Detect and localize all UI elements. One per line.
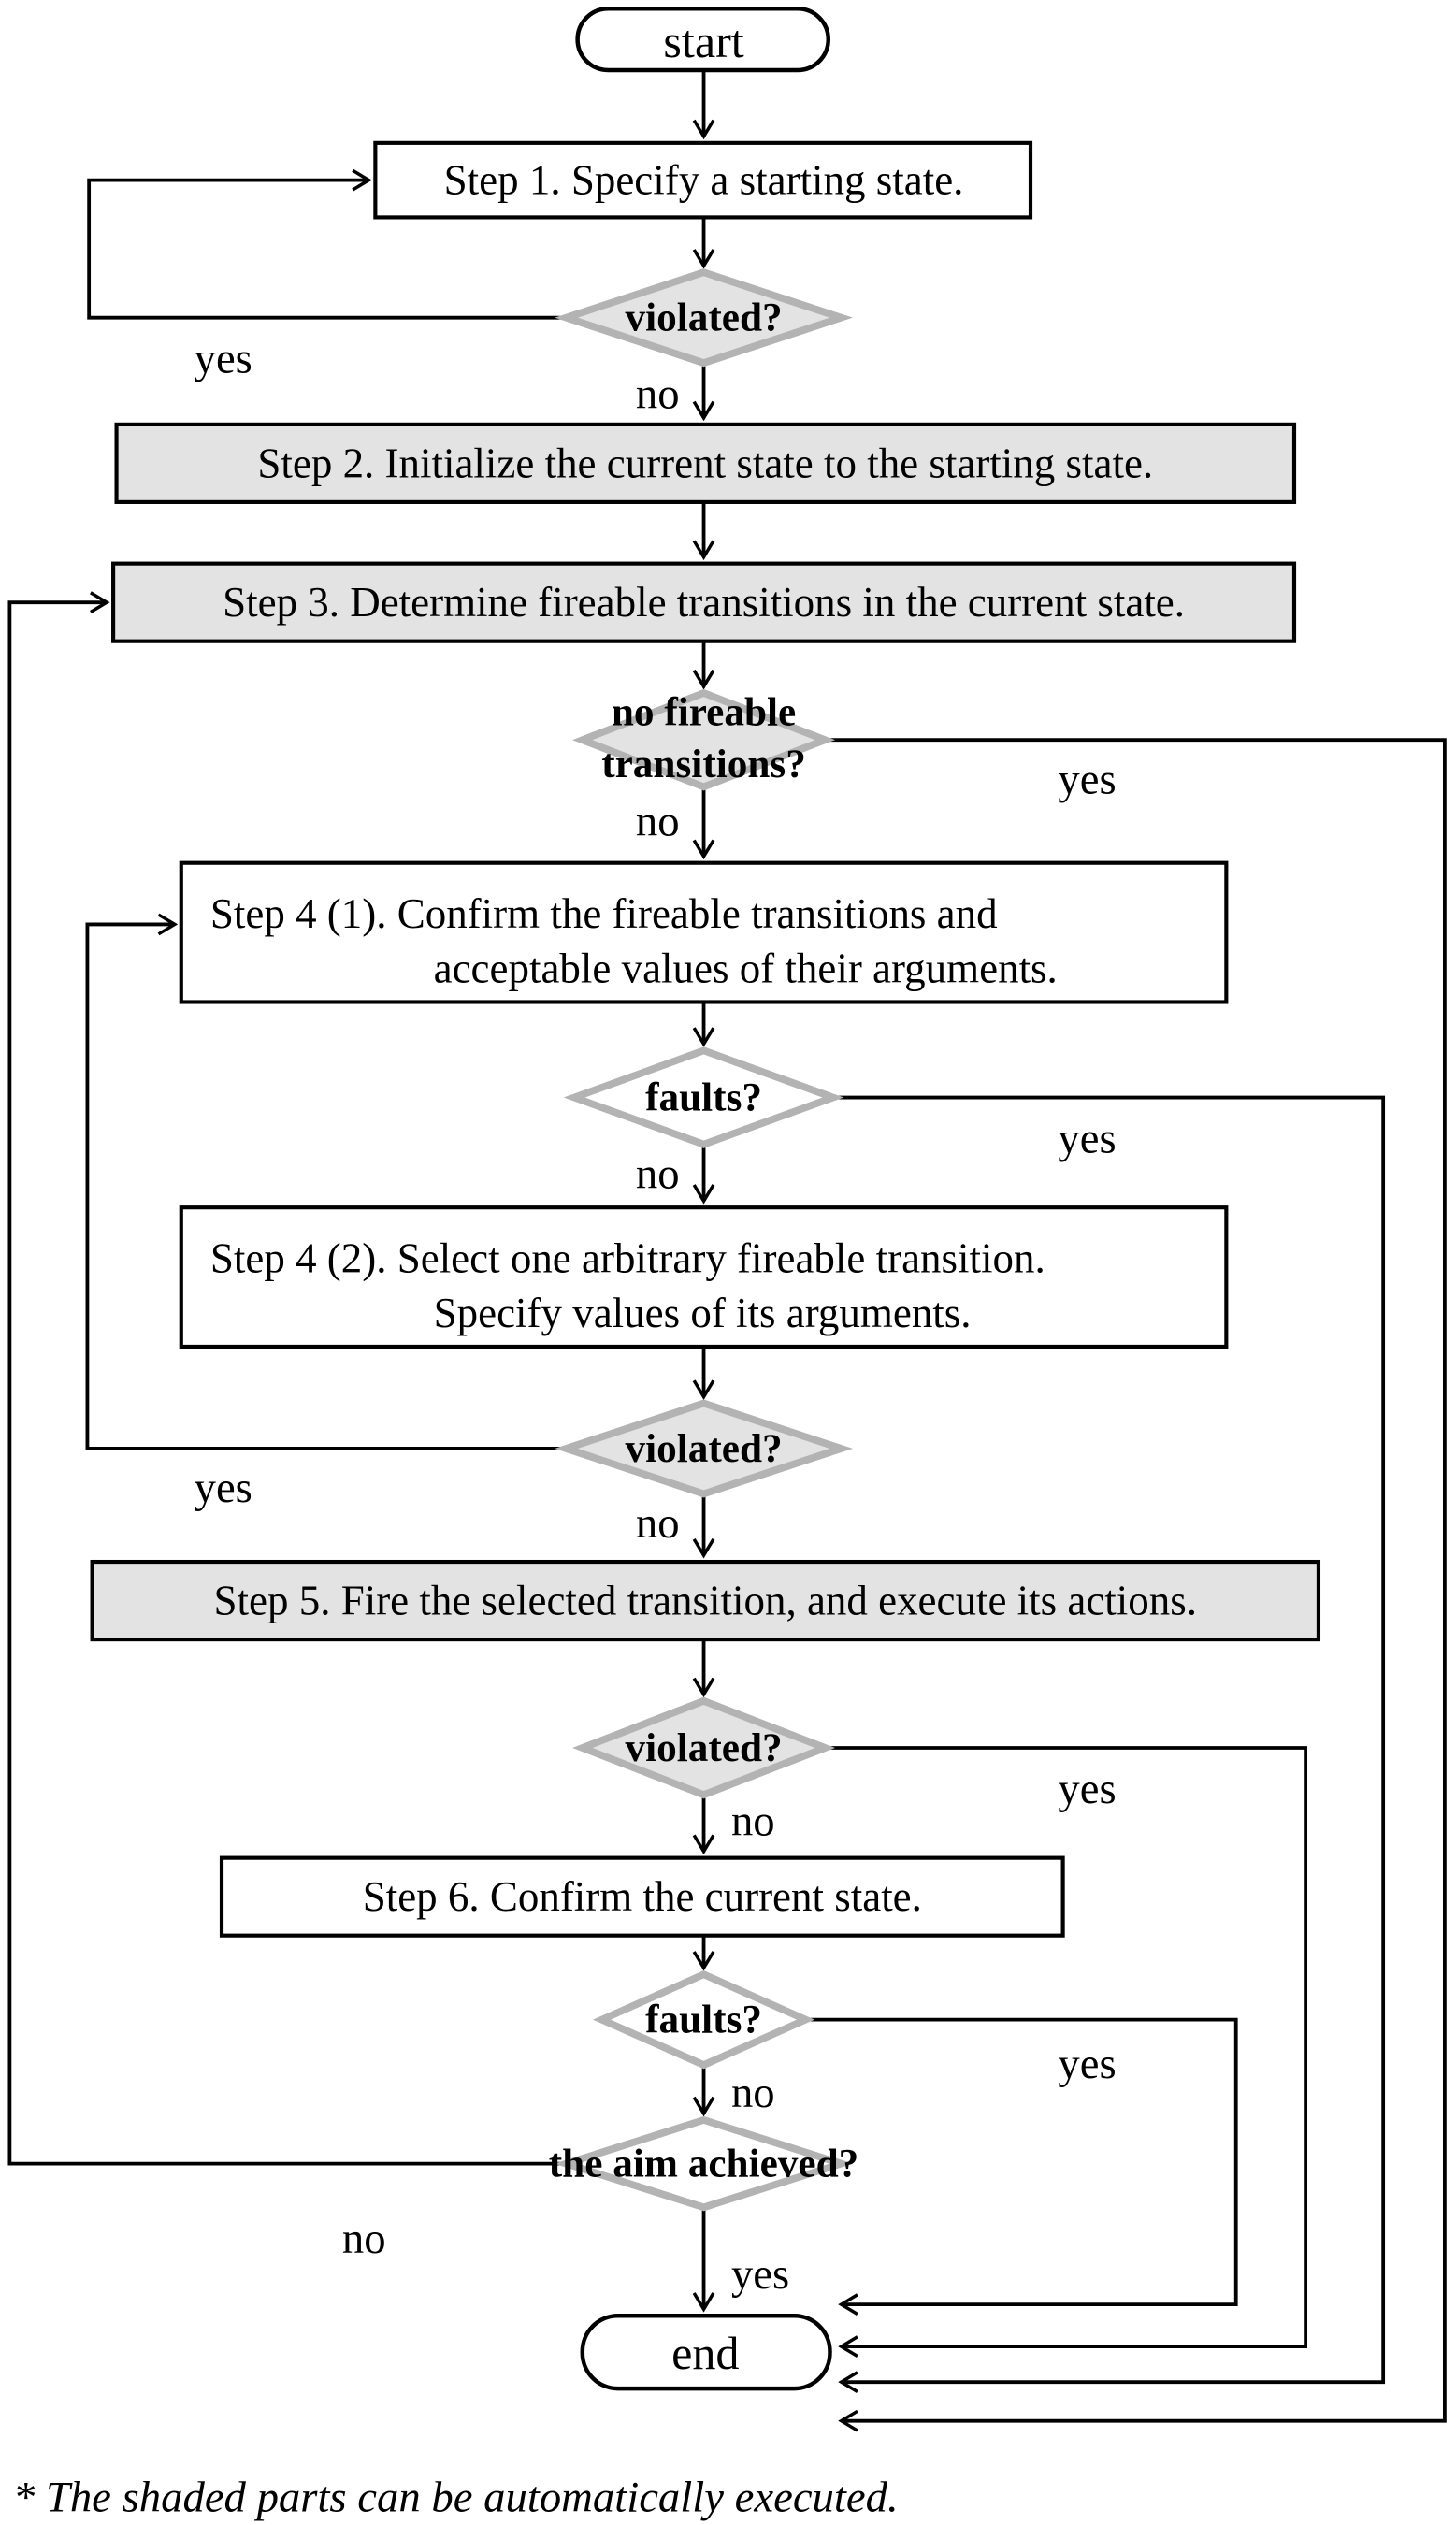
step1-box <box>375 143 1031 218</box>
label-no-violated1: no <box>635 369 680 419</box>
label-yes-aim: yes <box>730 2249 790 2299</box>
decision-violated-2 <box>567 1404 842 1494</box>
label-yes-faults2: yes <box>1058 2039 1117 2088</box>
decision-violated-1-label: violated? <box>625 295 783 340</box>
decision-violated-1 <box>567 272 842 363</box>
step4-2-box <box>181 1207 1227 1347</box>
step6-box <box>222 1858 1063 1936</box>
decision-no-fireable-label-line1: no fireable <box>611 689 797 735</box>
label-yes-violated1: yes <box>194 334 252 383</box>
label-no-faults1: no <box>635 1149 680 1199</box>
label-no-aim: no <box>341 2214 386 2263</box>
edge-faults2-yes-to-end <box>806 2020 1236 2304</box>
label-yes-violated3: yes <box>1058 1764 1117 1813</box>
decision-aim-achieved <box>549 2120 859 2207</box>
step1-label: Step 1. Specify a starting state. <box>443 156 964 204</box>
label-no-nofireable: no <box>635 797 680 846</box>
label-yes-violated2: yes <box>194 1464 252 1513</box>
step5-box <box>93 1562 1319 1639</box>
decision-faults-2-label: faults? <box>645 1997 763 2042</box>
step5-label: Step 5. Fire the selected transition, and execute its actions. <box>213 1577 1198 1624</box>
end-terminal-label: end <box>671 2327 740 2380</box>
start-terminal <box>578 8 829 70</box>
decision-no-fireable-transitions <box>583 690 826 787</box>
step3-box <box>113 564 1294 642</box>
step3-label: Step 3. Determine fireable transitions in the current state. <box>223 579 1186 627</box>
decision-violated-3 <box>583 1701 826 1795</box>
decision-faults-1-label: faults? <box>645 1075 763 1120</box>
step4-2-label-line1: Step 4 (2). Select one arbitrary fireable transition. <box>209 1234 1045 1282</box>
label-yes-nofireable: yes <box>1058 755 1117 804</box>
step6-label: Step 6. Confirm the current state. <box>362 1873 922 1921</box>
end-terminal <box>583 2316 830 2388</box>
decision-aim-achieved-label: the aim achieved? <box>548 2141 859 2186</box>
step2-label: Step 2. Initialize the current state to the starting state. <box>257 440 1154 487</box>
footnote-text: * The shaded parts can be automatically executed. <box>12 2473 899 2522</box>
label-no-faults2: no <box>730 2069 775 2118</box>
step2-box <box>117 425 1294 502</box>
step4-2-label-line2: Specify values of its arguments. <box>433 1290 972 1337</box>
step4-1-label-line1: Step 4 (1). Confirm the fireable transitions and <box>209 889 998 937</box>
label-yes-faults1: yes <box>1058 1114 1117 1163</box>
label-no-violated2: no <box>635 1499 680 1549</box>
step4-1-label-line2: acceptable values of their arguments. <box>433 945 1058 992</box>
decision-no-fireable-label-line2: transitions? <box>601 742 806 787</box>
decision-violated-2-label: violated? <box>625 1425 783 1471</box>
label-no-violated3: no <box>730 1796 775 1846</box>
start-terminal-label: start <box>663 14 744 67</box>
decision-faults-1 <box>574 1050 833 1144</box>
decision-violated-3-label: violated? <box>625 1725 783 1771</box>
decision-faults-2 <box>602 1974 806 2065</box>
step4-1-box <box>181 863 1227 1003</box>
